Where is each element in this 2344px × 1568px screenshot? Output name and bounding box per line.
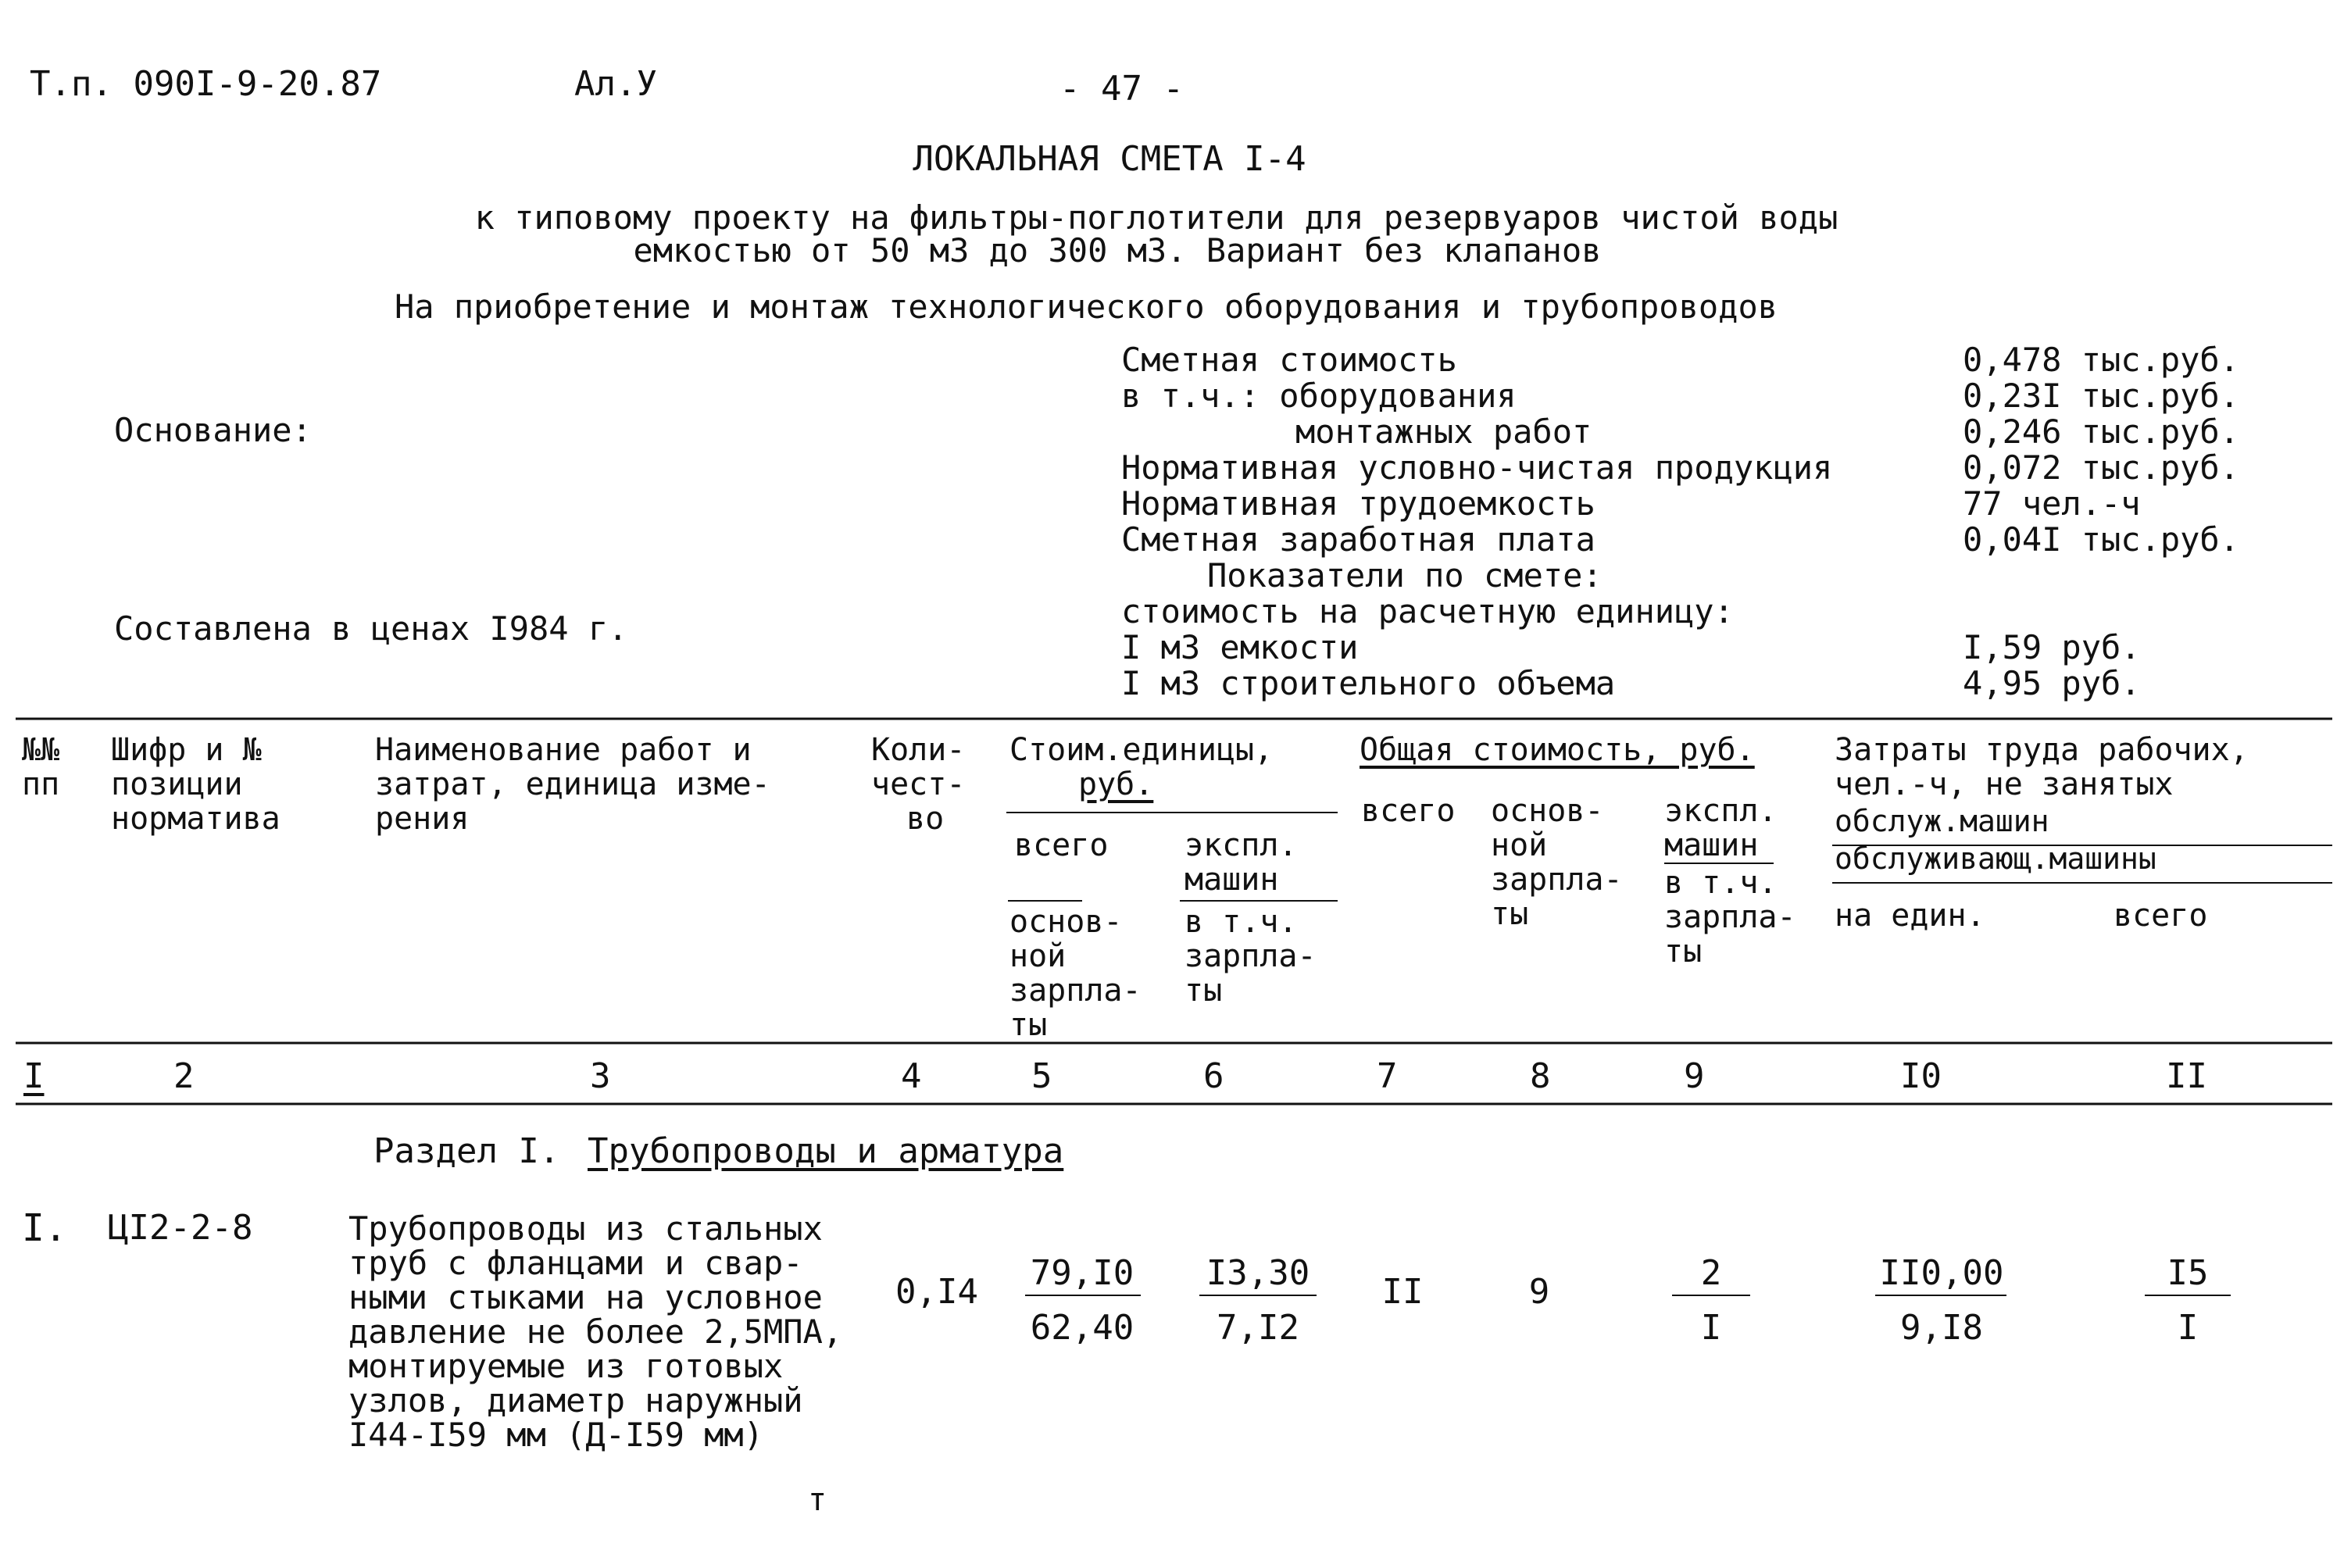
header-col6-bottom-1: в т.ч. xyxy=(1185,904,1298,940)
indicators-title: Показатели по смете: xyxy=(1207,556,1603,595)
column-number: 4 xyxy=(901,1056,922,1096)
summary-value-net-product: 0,072 тыс.руб. xyxy=(1963,448,2240,487)
row-name-line: труб с фланцами и свар- xyxy=(348,1244,803,1282)
row-quantity: 0,I4 xyxy=(895,1272,978,1312)
row-unit-machines-wage: 7,I2 xyxy=(1217,1308,1299,1348)
row-name-line: ными стыками на условное xyxy=(348,1278,823,1316)
header-col9-bottom-1: в т.ч. xyxy=(1664,865,1778,901)
header-labor-sub2: обслуживающ.машины xyxy=(1835,841,2156,876)
indicators-subtitle: стоимость на расчетную единицу: xyxy=(1121,592,1734,630)
summary-label-net-product: Нормативная условно-чистая продукция xyxy=(1121,448,1833,487)
row-number: I. xyxy=(22,1206,67,1250)
column-number: 7 xyxy=(1377,1056,1398,1096)
header-col6-top-1: экспл. xyxy=(1185,827,1298,863)
album-number: Ал.У xyxy=(574,64,657,104)
header-col8-4: ты xyxy=(1491,896,1529,932)
header-col3-line1: Наименование работ и xyxy=(375,732,752,768)
header-col6-bottom-2: зарпла- xyxy=(1185,938,1317,974)
header-col4-line3: во xyxy=(906,801,945,837)
header-col9-bottom-3: ты xyxy=(1664,934,1703,970)
column-number: 3 xyxy=(590,1056,611,1096)
basis-label: Основание: xyxy=(114,411,312,449)
row-unit-wage: 62,40 xyxy=(1030,1308,1134,1348)
project-description-line1: к типовому проекту на фильтры-поглотители для резервуаров чистой воды xyxy=(474,198,1838,237)
project-description-line2: емкостью от 50 м3 до 300 м3. Вариант без клапанов xyxy=(633,231,1602,270)
summary-label-wages: Сметная заработная плата xyxy=(1121,520,1595,559)
row-labor-unit-machines: 9,I8 xyxy=(1900,1308,1983,1348)
summary-label-labor-intensity: Нормативная трудоемкость xyxy=(1121,484,1595,523)
header-col10: на един. xyxy=(1835,898,1985,934)
row-labor-total: I5 xyxy=(2167,1253,2209,1293)
header-col8-2: ной xyxy=(1491,827,1548,863)
indicator-value-volume: 4,95 руб. xyxy=(1963,664,2141,702)
header-col5-bottom-1: основ- xyxy=(1009,904,1123,940)
header-col4-line1: Коли- xyxy=(871,732,966,768)
header-col8-3: зарпла- xyxy=(1491,862,1623,898)
row-unit-machines: I3,30 xyxy=(1206,1253,1310,1293)
header-col2-line2: позиции xyxy=(111,766,243,802)
estimate-title: ЛОКАЛЬНАЯ СМЕТА I-4 xyxy=(913,139,1306,179)
row-total-machines: 2 xyxy=(1700,1253,1722,1293)
header-col6-bottom-3: ты xyxy=(1185,973,1223,1009)
summary-value-estimated-cost: 0,478 тыс.руб. xyxy=(1963,341,2240,379)
column-number: I xyxy=(23,1056,45,1096)
row-name-line: узлов, диаметр наружный xyxy=(348,1381,803,1420)
header-col4-line2: чест- xyxy=(871,766,966,802)
prices-basis-label: Составлена в ценах I984 г. xyxy=(114,609,628,648)
indicator-label-capacity: I м3 емкости xyxy=(1121,628,1359,666)
header-col2-line1: Шифр и № xyxy=(111,732,262,768)
header-col1-line2: пп xyxy=(22,766,60,802)
header-col3-line3: рения xyxy=(375,801,470,837)
summary-label-equipment: в т.ч.: оборудования xyxy=(1121,377,1517,415)
header-labor-sub1: обслуж.машин xyxy=(1835,804,2049,838)
header-col6-top-2: машин xyxy=(1185,862,1279,898)
header-col5-bottom-2: ной xyxy=(1009,938,1067,974)
indicator-label-volume: I м3 строительного объема xyxy=(1121,664,1616,702)
header-total-cost: Общая стоимость, руб. xyxy=(1360,732,1755,768)
header-col11: всего xyxy=(2114,898,2208,934)
row-total-wage: 9 xyxy=(1528,1272,1550,1312)
header-col9-top-1: экспл. xyxy=(1664,793,1778,829)
column-number: 2 xyxy=(173,1056,195,1096)
column-number: II xyxy=(2166,1056,2207,1096)
header-col5-bottom-4: ты xyxy=(1009,1007,1048,1043)
header-col1-line1: №№ xyxy=(22,732,60,768)
header-col9-bottom-2: зарпла- xyxy=(1664,899,1796,935)
row-labor-total-machines: I xyxy=(2177,1308,2199,1348)
row-total: II xyxy=(1381,1272,1424,1312)
summary-value-equipment: 0,23I тыс.руб. xyxy=(1963,377,2240,415)
header-col7: всего xyxy=(1361,793,1456,829)
section-title: Трубопроводы и арматура xyxy=(588,1131,1064,1171)
summary-value-labor-intensity: 77 чел.-ч xyxy=(1963,484,2141,523)
row-unit-total: 79,I0 xyxy=(1030,1253,1134,1293)
header-unit-cost-line2: руб. xyxy=(1078,766,1154,802)
column-number: 8 xyxy=(1530,1056,1551,1096)
row-code: ЦI2-2-8 xyxy=(108,1208,253,1248)
header-labor-line1: Затраты труда рабочих, xyxy=(1835,732,2249,768)
row-name-line: монтируемые из готовых xyxy=(348,1347,784,1385)
indicator-value-capacity: I,59 руб. xyxy=(1963,628,2141,666)
summary-label-estimated-cost: Сметная стоимость xyxy=(1121,341,1457,379)
summary-value-installation: 0,246 тыс.руб. xyxy=(1963,413,2240,451)
header-col2-line3: норматива xyxy=(111,801,280,837)
summary-value-wages: 0,04I тыс.руб. xyxy=(1963,520,2240,559)
page-number: - 47 - xyxy=(1059,69,1184,109)
section-prefix: Раздел I. xyxy=(373,1131,560,1171)
header-col5-top: всего xyxy=(1014,827,1109,863)
column-number: 5 xyxy=(1031,1056,1052,1096)
row-name-line: давление не более 2,5МПА, xyxy=(348,1313,843,1351)
row-name-line: Трубопроводы из стальных xyxy=(348,1209,823,1248)
column-number: I0 xyxy=(1900,1056,1942,1096)
row-total-machines-wage: I xyxy=(1700,1308,1722,1348)
row-name-line: I44-I59 мм (Д-I59 мм) xyxy=(348,1416,764,1454)
header-unit-cost-line1: Стоим.единицы, xyxy=(1009,732,1274,768)
column-number: 6 xyxy=(1203,1056,1224,1096)
header-col5-bottom-3: зарпла- xyxy=(1009,973,1142,1009)
header-col9-top-2: машин xyxy=(1664,827,1759,863)
header-labor-line2: чел.-ч, не занятых xyxy=(1835,766,2174,802)
document-code: Т.п. 090I-9-20.87 xyxy=(30,64,382,104)
column-number: 9 xyxy=(1684,1056,1705,1096)
row-labor-unit: II0,00 xyxy=(1879,1253,2004,1293)
estimate-purpose: На приобретение и монтаж технологического оборудования и трубопроводов xyxy=(394,288,1778,326)
summary-label-installation: монтажных работ xyxy=(1295,413,1592,451)
header-col3-line2: затрат, единица изме- xyxy=(375,766,770,802)
row-unit: т xyxy=(808,1482,827,1518)
header-col8-1: основ- xyxy=(1491,793,1604,829)
